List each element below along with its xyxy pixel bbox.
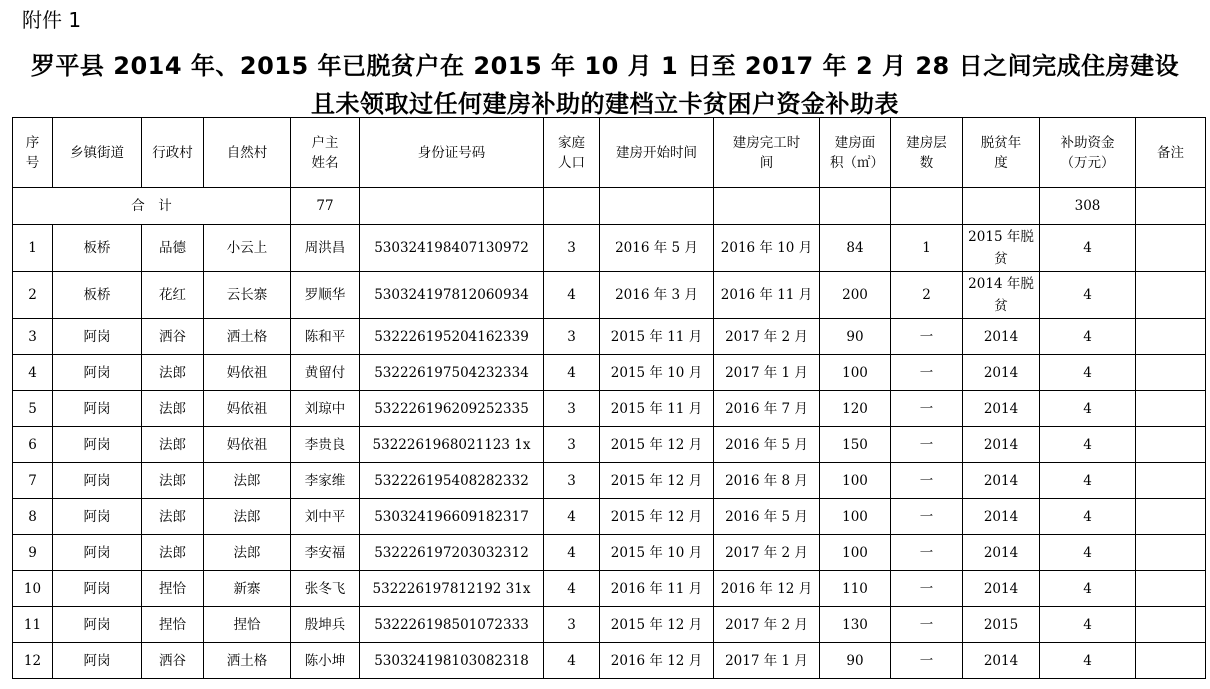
cell-poverty-year: 2014 <box>963 499 1040 535</box>
cell-seq: 12 <box>13 643 53 679</box>
cell-village: 洒谷 <box>142 643 204 679</box>
cell-floors: 一 <box>891 355 963 391</box>
cell-end: 2017 年 2 月 <box>714 319 820 355</box>
cell-subsidy: 4 <box>1040 571 1136 607</box>
cell-subsidy: 4 <box>1040 463 1136 499</box>
table-row <box>13 607 1206 643</box>
cell-floors: 一 <box>891 499 963 535</box>
header-start: 建房开始时间 <box>600 118 714 188</box>
cell-subsidy: 4 <box>1040 607 1136 643</box>
cell-end: 2017 年 2 月 <box>714 607 820 643</box>
cell-village: 品德 <box>142 225 204 272</box>
cell-remark <box>1136 571 1206 607</box>
cell-village: 法郎 <box>142 499 204 535</box>
cell-subsidy: 4 <box>1040 355 1136 391</box>
cell-floors: 一 <box>891 391 963 427</box>
cell-end: 2017 年 1 月 <box>714 643 820 679</box>
cell-id-number: 532226195408282332 <box>360 463 544 499</box>
cell-remark <box>1136 643 1206 679</box>
cell-subsidy: 4 <box>1040 535 1136 571</box>
cell-householder: 罗顺华 <box>291 272 360 319</box>
cell-poverty-year: 2014 年脱贫 <box>963 272 1040 319</box>
cell-id-number: 530324196609182317 <box>360 499 544 535</box>
total-label: 合 计 <box>13 188 291 225</box>
table-row <box>13 571 1206 607</box>
cell-floors: 一 <box>891 643 963 679</box>
cell-start: 2015 年 12 月 <box>600 463 714 499</box>
cell-village: 法郎 <box>142 391 204 427</box>
cell-village: 法郎 <box>142 535 204 571</box>
cell-householder: 周洪昌 <box>291 225 360 272</box>
cell-remark <box>1136 607 1206 643</box>
cell-householder: 陈小坤 <box>291 643 360 679</box>
header-poverty-year: 脱贫年度 <box>963 118 1040 188</box>
cell-start: 2015 年 11 月 <box>600 391 714 427</box>
table-row <box>13 225 1206 272</box>
cell-village: 花红 <box>142 272 204 319</box>
cell-natural-village: 小云上 <box>204 225 291 272</box>
cell-area: 90 <box>820 319 891 355</box>
cell-id-number: 532226198501072333 <box>360 607 544 643</box>
cell-family: 4 <box>544 499 600 535</box>
cell-remark <box>1136 391 1206 427</box>
cell-seq: 4 <box>13 355 53 391</box>
cell-floors: 一 <box>891 535 963 571</box>
cell-family: 4 <box>544 643 600 679</box>
header-village: 行政村 <box>142 118 204 188</box>
cell-village: 法郎 <box>142 355 204 391</box>
cell-seq: 8 <box>13 499 53 535</box>
cell-village: 捏恰 <box>142 571 204 607</box>
cell-householder: 刘琼中 <box>291 391 360 427</box>
cell-id-number: 530324198407130972 <box>360 225 544 272</box>
cell-subsidy: 4 <box>1040 225 1136 272</box>
cell-area: 84 <box>820 225 891 272</box>
cell-floors: 一 <box>891 571 963 607</box>
cell-householder: 李贵良 <box>291 427 360 463</box>
table-row <box>13 355 1206 391</box>
cell-natural-village: 云长寨 <box>204 272 291 319</box>
cell-poverty-year: 2014 <box>963 427 1040 463</box>
cell-town: 阿岗 <box>53 643 142 679</box>
cell-natural-village: 法郎 <box>204 463 291 499</box>
cell-family: 3 <box>544 319 600 355</box>
cell-remark <box>1136 272 1206 319</box>
cell-area: 100 <box>820 463 891 499</box>
header-subsidy: 补助资金（万元） <box>1040 118 1136 188</box>
cell-end: 2016 年 5 月 <box>714 499 820 535</box>
cell-town: 板桥 <box>53 225 142 272</box>
table-row <box>13 643 1206 679</box>
subsidy-table <box>12 117 1206 679</box>
cell-householder: 黄留付 <box>291 355 360 391</box>
cell-id-number: 530324198103082318 <box>360 643 544 679</box>
cell-start: 2016 年 11 月 <box>600 571 714 607</box>
cell-id-number: 530324197812060934 <box>360 272 544 319</box>
cell-natural-village: 洒土格 <box>204 319 291 355</box>
cell-remark <box>1136 355 1206 391</box>
cell-subsidy: 4 <box>1040 272 1136 319</box>
cell-id-number: 532226196209252335 <box>360 391 544 427</box>
cell-town: 阿岗 <box>53 499 142 535</box>
cell-householder: 张冬飞 <box>291 571 360 607</box>
header-id-number: 身份证号码 <box>360 118 544 188</box>
cell-area: 100 <box>820 499 891 535</box>
cell-poverty-year: 2014 <box>963 319 1040 355</box>
cell-floors: 一 <box>891 427 963 463</box>
header-floors: 建房层数 <box>891 118 963 188</box>
cell-family: 3 <box>544 463 600 499</box>
cell-poverty-year: 2015 <box>963 607 1040 643</box>
cell-floors: 1 <box>891 225 963 272</box>
cell-subsidy: 4 <box>1040 391 1136 427</box>
cell-family: 3 <box>544 225 600 272</box>
cell-town: 阿岗 <box>53 355 142 391</box>
cell-area: 100 <box>820 355 891 391</box>
cell-natural-village: 新寨 <box>204 571 291 607</box>
cell-remark <box>1136 463 1206 499</box>
cell-remark <box>1136 499 1206 535</box>
total-subsidy: 308 <box>1040 188 1136 225</box>
cell-subsidy: 4 <box>1040 499 1136 535</box>
cell-family: 3 <box>544 607 600 643</box>
cell-householder: 殷坤兵 <box>291 607 360 643</box>
cell-floors: 2 <box>891 272 963 319</box>
header-seq: 序号 <box>13 118 53 188</box>
cell-poverty-year: 2014 <box>963 571 1040 607</box>
cell-area: 100 <box>820 535 891 571</box>
cell-end: 2016 年 11 月 <box>714 272 820 319</box>
cell-poverty-year: 2014 <box>963 391 1040 427</box>
cell-family: 3 <box>544 391 600 427</box>
cell-area: 90 <box>820 643 891 679</box>
cell-end: 2017 年 1 月 <box>714 355 820 391</box>
cell-remark <box>1136 319 1206 355</box>
cell-householder: 刘中平 <box>291 499 360 535</box>
cell-seq: 11 <box>13 607 53 643</box>
cell-seq: 2 <box>13 272 53 319</box>
header-end: 建房完工时间 <box>714 118 820 188</box>
cell-poverty-year: 2014 <box>963 535 1040 571</box>
cell-subsidy: 4 <box>1040 319 1136 355</box>
cell-area: 200 <box>820 272 891 319</box>
cell-householder: 李安福 <box>291 535 360 571</box>
cell-seq: 1 <box>13 225 53 272</box>
cell-start: 2015 年 10 月 <box>600 535 714 571</box>
cell-natural-village: 妈依祖 <box>204 391 291 427</box>
cell-id-number: 532226197812192 31x <box>360 571 544 607</box>
cell-area: 120 <box>820 391 891 427</box>
cell-end: 2016 年 12 月 <box>714 571 820 607</box>
header-town: 乡镇街道 <box>53 118 142 188</box>
cell-natural-village: 法郎 <box>204 535 291 571</box>
cell-start: 2015 年 11 月 <box>600 319 714 355</box>
total-householder: 77 <box>291 188 360 225</box>
document-title-line1: 罗平县 2014 年、2015 年已脱贫户在 2015 年 10 月 1 日至 2017 年 2 月 28 日之间完成住房建设 <box>30 52 1180 80</box>
cell-poverty-year: 2015 年脱贫 <box>963 225 1040 272</box>
cell-area: 130 <box>820 607 891 643</box>
cell-start: 2016 年 5 月 <box>600 225 714 272</box>
document-title-line2: 且未领取过任何建房补助的建档立卡贫困户资金补助表 <box>311 90 899 118</box>
cell-seq: 10 <box>13 571 53 607</box>
cell-householder: 李家维 <box>291 463 360 499</box>
table-row <box>13 535 1206 571</box>
cell-family: 4 <box>544 355 600 391</box>
cell-family: 4 <box>544 272 600 319</box>
cell-end: 2016 年 7 月 <box>714 391 820 427</box>
cell-id-number: 532226197203032312 <box>360 535 544 571</box>
header-family: 家庭人口 <box>544 118 600 188</box>
cell-village: 捏恰 <box>142 607 204 643</box>
cell-start: 2016 年 3 月 <box>600 272 714 319</box>
cell-start: 2015 年 12 月 <box>600 499 714 535</box>
cell-town: 阿岗 <box>53 535 142 571</box>
table-row <box>13 499 1206 535</box>
cell-natural-village: 洒土格 <box>204 643 291 679</box>
cell-village: 法郎 <box>142 427 204 463</box>
total-row <box>13 188 1206 225</box>
cell-area: 110 <box>820 571 891 607</box>
cell-town: 阿岗 <box>53 391 142 427</box>
cell-town: 阿岗 <box>53 463 142 499</box>
cell-area: 150 <box>820 427 891 463</box>
cell-town: 阿岗 <box>53 319 142 355</box>
cell-end: 2016 年 10 月 <box>714 225 820 272</box>
cell-natural-village: 捏恰 <box>204 607 291 643</box>
annex-label: 附件 1 <box>22 8 82 32</box>
cell-family: 4 <box>544 535 600 571</box>
cell-remark <box>1136 225 1206 272</box>
cell-householder: 陈和平 <box>291 319 360 355</box>
header-householder: 户主姓名 <box>291 118 360 188</box>
header-natural-village: 自然村 <box>204 118 291 188</box>
header-area: 建房面积（㎡） <box>820 118 891 188</box>
cell-town: 板桥 <box>53 272 142 319</box>
cell-floors: 一 <box>891 463 963 499</box>
cell-start: 2015 年 12 月 <box>600 427 714 463</box>
table-row <box>13 319 1206 355</box>
cell-natural-village: 妈依祖 <box>204 427 291 463</box>
cell-natural-village: 法郎 <box>204 499 291 535</box>
cell-natural-village: 妈依祖 <box>204 355 291 391</box>
cell-subsidy: 4 <box>1040 427 1136 463</box>
cell-family: 4 <box>544 571 600 607</box>
cell-seq: 5 <box>13 391 53 427</box>
cell-town: 阿岗 <box>53 571 142 607</box>
cell-start: 2015 年 12 月 <box>600 607 714 643</box>
cell-end: 2016 年 5 月 <box>714 427 820 463</box>
cell-seq: 6 <box>13 427 53 463</box>
cell-seq: 3 <box>13 319 53 355</box>
cell-poverty-year: 2014 <box>963 463 1040 499</box>
header-remark: 备注 <box>1136 118 1206 188</box>
table-row <box>13 272 1206 319</box>
cell-family: 3 <box>544 427 600 463</box>
cell-floors: 一 <box>891 319 963 355</box>
cell-id-number: 532226197504232334 <box>360 355 544 391</box>
cell-seq: 9 <box>13 535 53 571</box>
table-row <box>13 391 1206 427</box>
cell-town: 阿岗 <box>53 607 142 643</box>
cell-id-number: 532226195204162339 <box>360 319 544 355</box>
cell-end: 2016 年 8 月 <box>714 463 820 499</box>
cell-subsidy: 4 <box>1040 643 1136 679</box>
cell-poverty-year: 2014 <box>963 355 1040 391</box>
cell-remark <box>1136 535 1206 571</box>
cell-start: 2015 年 10 月 <box>600 355 714 391</box>
cell-village: 洒谷 <box>142 319 204 355</box>
header-row <box>13 118 1206 188</box>
cell-end: 2017 年 2 月 <box>714 535 820 571</box>
table-row <box>13 463 1206 499</box>
cell-town: 阿岗 <box>53 427 142 463</box>
cell-seq: 7 <box>13 463 53 499</box>
cell-remark <box>1136 427 1206 463</box>
cell-village: 法郎 <box>142 463 204 499</box>
cell-start: 2016 年 12 月 <box>600 643 714 679</box>
cell-id-number: 5322261968021123 1x <box>360 427 544 463</box>
cell-poverty-year: 2014 <box>963 643 1040 679</box>
table-row <box>13 427 1206 463</box>
cell-floors: 一 <box>891 607 963 643</box>
